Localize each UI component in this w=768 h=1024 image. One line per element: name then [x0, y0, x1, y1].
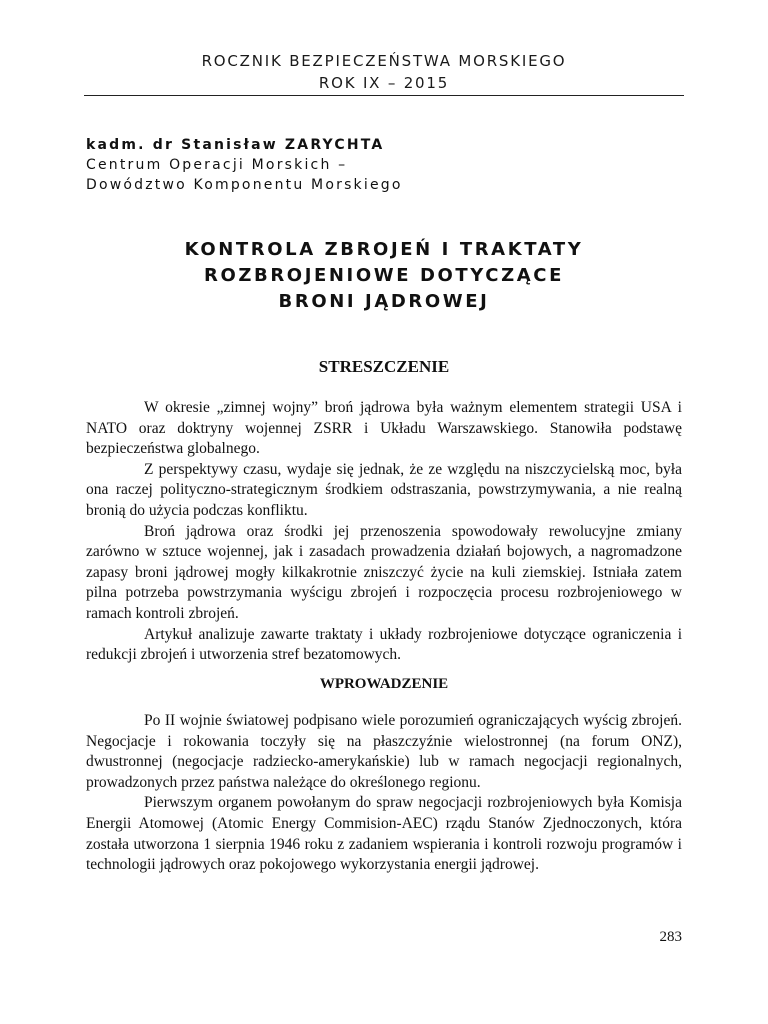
introduction-paragraph: Po II wojnie światowej podpisano wiele porozumień ograniczających wyścig zbrojeń. Negocjacje i rokowania toczyły się na płaszczyźnie wielostronnej (na forum ONZ), dwustronnej (negocjacje radziecko-amerykańskie) lub w ramach negocjacji regionalnych, prowadzonych przez państwa należące do określonego regionu.: [86, 712, 682, 791]
author-block: [86, 135, 646, 195]
introduction-body: [86, 711, 682, 876]
article-title-line1: KONTROLA ZBROJEŃ I TRAKTATY: [184, 239, 584, 260]
abstract-paragraph: Artykuł analizuje zawarte traktaty i układy rozbrojeniowe dotyczące ograniczenia i redukcji zbrojeń i utworzenia stref bezatomowych.: [86, 625, 682, 664]
article-title: [84, 237, 684, 315]
journal-title: ROCZNIK BEZPIECZEŃSTWA MORSKIEGO: [201, 52, 567, 70]
author-affiliation-line2: Dowództwo Komponentu Morskiego: [86, 177, 403, 193]
author-affiliation-line1: Centrum Operacji Morskich –: [86, 157, 348, 173]
page-number: 283: [659, 929, 682, 945]
article-title-line3: BRONI JĄDROWEJ: [278, 291, 490, 312]
abstract-paragraph: Broń jądrowa oraz środki jej przenoszenia spowodowały rewolucyjne zmiany zarówno w sztuce wojennej, jak i zasadach prowadzenia działań bojowych, a nagromadzone zapasy broni jądrowej mogły kilkakrotnie zniszczyć życie na kuli ziemskiej. Istniała zatem pilna potrzeba powstrzymania wyścigu zbrojeń i rozpoczęcia procesu rozbrojeniowego w ramach kontroli zbrojeń.: [86, 522, 682, 622]
abstract-body: [86, 398, 682, 666]
introduction-paragraph: Pierwszym organem powołanym do spraw negocjacji rozbrojeniowych była Komisja Energii Atomowej (Atomic Energy Commision-AEC) rządu Stanów Zjednoczonych, która została utworzona 1 sierpnia 1946 roku z zadaniem wspierania i kontroli rozwoju programów i technologii jądrowych oraz pokojowego wykorzystania energii jądrowej.: [86, 794, 682, 874]
abstract-heading: STRESZCZENIE: [318, 357, 450, 376]
article-title-line2: ROZBROJENIOWE DOTYCZĄCE: [204, 265, 564, 286]
journal-header: [84, 50, 684, 94]
author-name: kadm. dr Stanisław ZARYCHTA: [86, 137, 385, 153]
header-divider: [84, 95, 684, 96]
introduction-heading: WPROWADZENIE: [319, 676, 449, 692]
journal-issue: ROK IX – 2015: [318, 74, 450, 92]
abstract-paragraph: Z perspektywy czasu, wydaje się jednak, że ze względu na niszczycielską moc, była ona raczej polityczno-strategicznym środkiem odstraszania, powstrzymywania, a nie realną bronią do użycia podczas konfliktu.: [86, 460, 682, 519]
abstract-paragraph: W okresie „zimnej wojny” broń jądrowa była ważnym elementem strategii USA i NATO oraz doktryny wojennej ZSRR i Układu Warszawskiego. Stanowiła podstawę bezpieczeństwa globalnego.: [86, 399, 682, 458]
